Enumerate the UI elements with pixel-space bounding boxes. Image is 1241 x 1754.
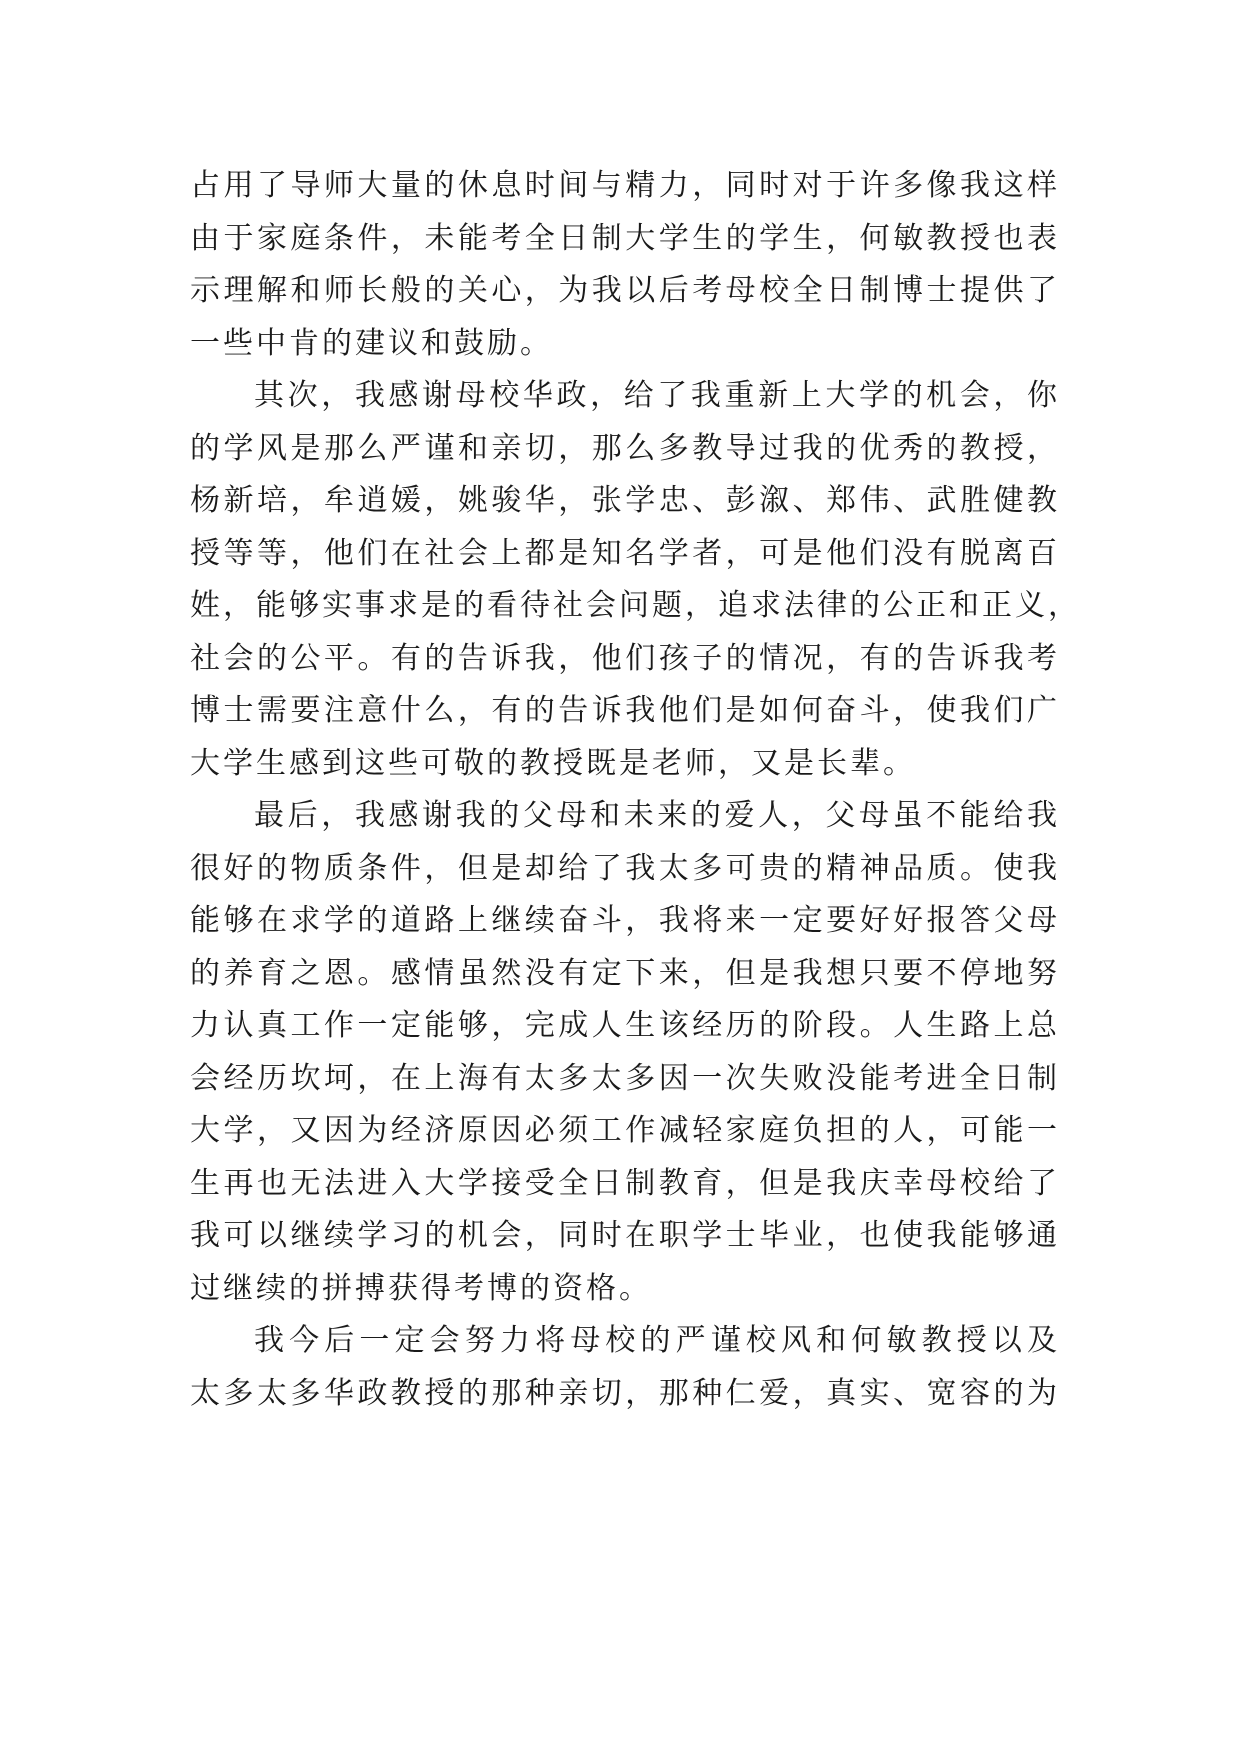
text-line: 我可以继续学习的机会，同时在职学士毕业，也使我能够通 bbox=[190, 1218, 1060, 1253]
text-line: 会经历坎坷，在上海有太多太多因一次失败没能考进全日制 bbox=[190, 1060, 1060, 1096]
text-line: 由于家庭条件，未能考全日制大学生的学生，何敏教授也表 bbox=[190, 220, 1060, 256]
text-line: 过继续的拼搏获得考博的资格。 bbox=[190, 1270, 652, 1306]
text-line: 示理解和师长般的关心，为我以后考母校全日制博士提供了 bbox=[190, 273, 1060, 308]
text-line: 的养育之恩。感情虽然没有定下来，但是我想只要不停地努 bbox=[190, 955, 1060, 991]
text-line: 授等等，他们在社会上都是知名学者，可是他们没有脱离百 bbox=[190, 535, 1060, 571]
text-line: 生再也无法进入大学接受全日制教育，但是我庆幸母校给了 bbox=[190, 1165, 1060, 1201]
text-line: 其次，我感谢母校华政，给了我重新上大学的机会，你 bbox=[254, 378, 1060, 413]
text-line: 太多太多华政教授的那种亲切，那种仁爱，真实、宽容的为 bbox=[190, 1375, 1060, 1411]
text-line: 很好的物质条件，但是却给了我太多可贵的精神品质。使我 bbox=[190, 850, 1060, 886]
text-line: 大学生感到这些可敬的教授既是老师，又是长辈。 bbox=[190, 745, 916, 781]
document-body bbox=[190, 160, 1081, 1420]
text-line: 最后，我感谢我的父母和未来的爱人，父母虽不能给我 bbox=[254, 798, 1060, 833]
text-line: 社会的公平。有的告诉我，他们孩子的情况，有的告诉我考 bbox=[190, 640, 1060, 676]
text-line: 姓，能够实事求是的看待社会问题，追求法律的公正和正义， bbox=[190, 588, 1081, 623]
text-line: 一些中肯的建议和鼓励。 bbox=[190, 325, 553, 361]
text-line: 的学风是那么严谨和亲切，那么多教导过我的优秀的教授， bbox=[190, 430, 1060, 466]
text-line: 能够在求学的道路上继续奋斗，我将来一定要好好报答父母 bbox=[190, 903, 1060, 938]
text-line: 占用了导师大量的休息时间与精力，同时对于许多像我这样 bbox=[190, 168, 1060, 203]
text-line: 力认真工作一定能够，完成人生该经历的阶段。人生路上总 bbox=[190, 1008, 1060, 1043]
text-line: 博士需要注意什么，有的告诉我他们是如何奋斗，使我们广 bbox=[190, 693, 1060, 728]
text-line: 杨新培，牟逍媛，姚骏华，张学忠、彭溆、郑伟、武胜健教 bbox=[190, 483, 1060, 518]
text-line: 大学，又因为经济原因必须工作减轻家庭负担的人，可能一 bbox=[190, 1113, 1060, 1148]
text-line: 我今后一定会努力将母校的严谨校风和何敏教授以及 bbox=[254, 1323, 1060, 1358]
